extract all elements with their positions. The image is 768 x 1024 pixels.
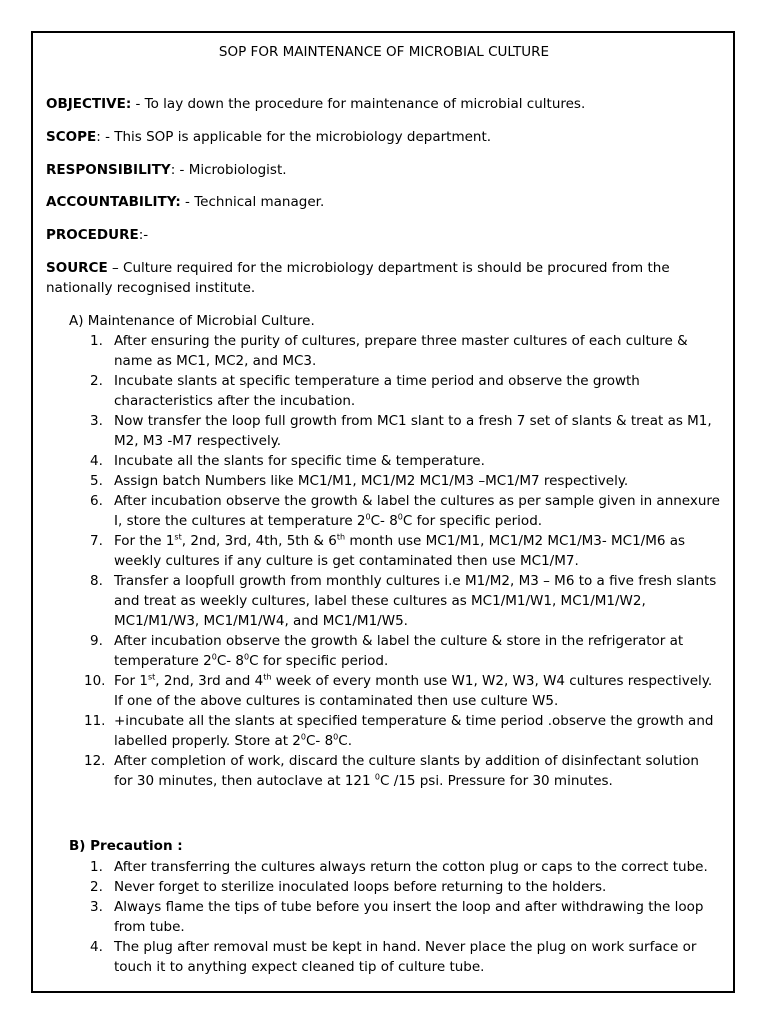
list-item: 9. After incubation observe the growth & label the culture & store in the refrigerator at temperature $2^0C-$ $8^0C$ for specific period. [90,633,684,669]
scope-label: SCOPE [46,129,97,145]
list-item: 11. +incubate all the slants at specified temperature & time period .observe the growth and labelled properly. Store at $2^0C-$ $8^0C$. [84,713,714,749]
list-item: 12. After completion of work, discard the culture slants by addition of disinfectant solution for 30 minutes, then autoclave at 121 $^0$C /15 psi. Pressure for 30 minutes. [84,753,699,789]
accountability-text: - Technical manager. [180,194,325,210]
responsibility-label: RESPONSIBILITY [46,162,171,178]
section-a-list [84,331,720,791]
list-item: 10. For 1st, 2nd, 3rd and 4th week of every month use W1, W2, W3, W4 cultures respectively. If one of the above cultures is contaminated then use culture W5. [84,672,713,709]
accountability-label: ACCOUNTABILITY: [46,194,181,210]
objective-line [46,94,585,114]
scope-text: : - This SOP is applicable for the microbiology department. [96,129,492,145]
source-paragraph [46,258,706,298]
section-b-list [90,857,720,977]
section-b-heading: B) Precaution : [69,838,183,854]
procedure-line [46,225,148,245]
list-item: 2. Never forget to sterilize inoculated loops before returning to the holders. [90,879,607,895]
responsibility-text: : - Microbiologist. [170,162,287,178]
procedure-label: PROCEDURE [46,227,139,243]
objective-label: OBJECTIVE: [46,96,132,112]
accountability-line [46,192,324,212]
list-item: 4. The plug after removal must be kept in hand. Never place the plug on work surface or touch it to anything expect cleaned tip of culture tube. [90,939,697,975]
section-a-heading: A) Maintenance of Microbial Culture. [69,313,315,329]
list-item: 5. Assign batch Numbers like MC1/M1, MC1/M2 MC1/M3 –MC1/M7 respectively. [90,473,629,489]
responsibility-line [46,160,287,180]
list-item: 1. After transferring the cultures always return the cotton plug or caps to the correct tube. [90,859,708,875]
list-item: 7. For the 1st, 2nd, 3rd, 4th, 5th & 6th month use MC1/M1, MC1/M2 MC1/M3- MC1/M6 as weekly cultures if any culture is get contaminated then use MC1/M7. [90,532,686,569]
list-item: 3. Now transfer the loop full growth from MC1 slant to a fresh 7 set of slants & treat as M1, M2, M3 -M7 respectively. [90,413,712,449]
list-item: 4. Incubate all the slants for specific time & temperature. [90,453,485,469]
source-label: SOURCE [46,260,108,276]
procedure-text: :- [138,227,149,243]
scope-line [46,127,491,147]
document-title: SOP FOR MAINTENANCE OF MICROBIAL CULTURE [218,44,550,60]
objective-text: - To lay down the procedure for maintenance of microbial cultures. [131,96,586,112]
list-item: 2. Incubate slants at specific temperature a time period and observe the growth characteristics after the incubation. [90,373,640,409]
list-item: 1. After ensuring the purity of cultures, prepare three master cultures of each culture & name as MC1, MC2, and MC3. [90,333,688,369]
source-text: – Culture required for the microbiology department is should be procured from the nationally recognised institute. [46,260,670,296]
list-item: 8. Transfer a loopfull growth from monthly cultures i.e M1/M2, M3 – M6 to a five fresh slants and treat as weekly cultures, label these cultures as MC1/M1/W1, MC1/M1/W2, MC1/M1/W3, MC1/M1/W4, and MC1/M1/W5. [90,573,717,629]
list-item: 6. After incubation observe the growth & label the cultures as per sample given in annexure I, store the cultures at temperature $2^0C-$ $8^0C$ for specific period. [90,493,720,529]
list-item: 3. Always flame the tips of tube before you insert the loop and after withdrawing the loop from tube. [90,899,704,935]
